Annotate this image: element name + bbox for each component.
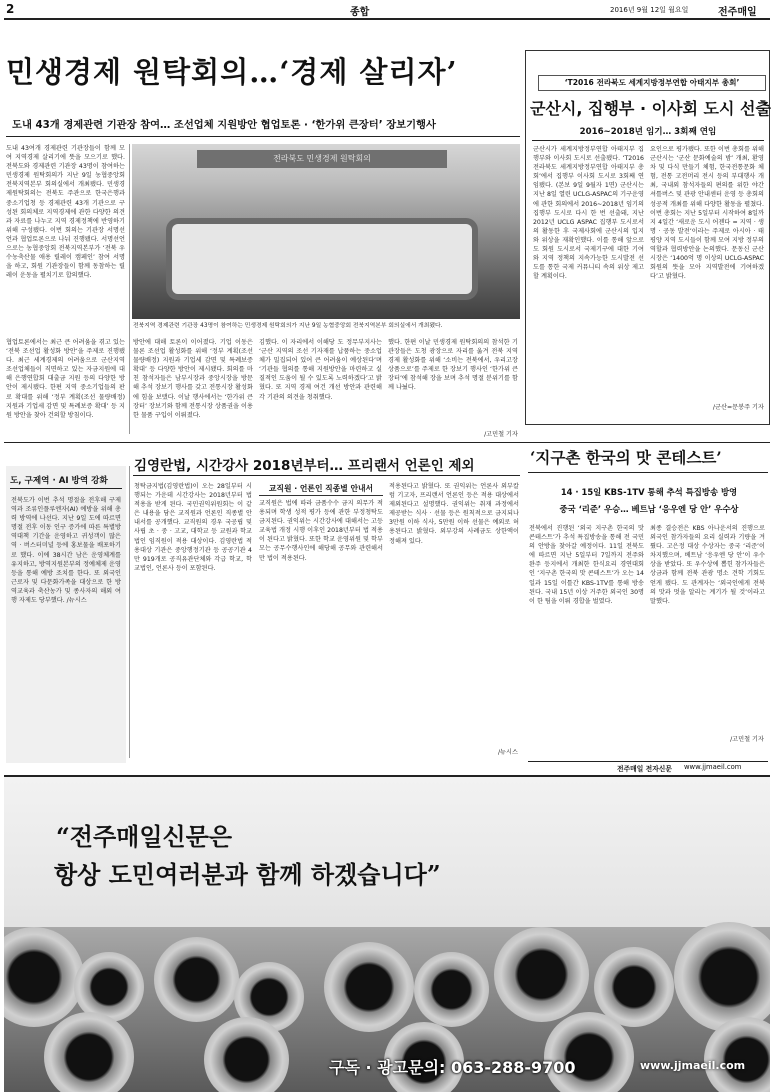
right-bottom-subheadline-1: 14 · 15일 KBS-1TV 통해 추석 특집방송 방영 [560, 487, 738, 497]
middle-bottom-col-2: 교직원은 법에 따라 금품수수 금지 의무가 적용되며 학생 성적 평가 등에 관한 부정청탁도 금지된다. 권익위는 시간강사에 대해서는 고등교육법 개정 시행 이후인 2018년부터 법 적용이 된다고 밝혔다. 또한 학교 운영위원 및 학부모는 공무수행사인에 해당해 공무와 관련해서만 법이 적용된다. [259, 500, 383, 562]
meeting-table [172, 224, 472, 294]
sunflower-icon [204, 1017, 289, 1092]
issue-date: 2016년 9월 12일 월요일 [610, 6, 689, 14]
sunflower-icon [324, 942, 414, 1032]
right-bottom-col-2: 최종 결승전은 KBS 아나운서의 진행으로 외국인 참가자들의 요리 실력과 기량을 겨뤘다. 고은정 대상 수상자는 중국 ‘리준’이 차지했으며, 베트남 ‘응우엔 당 안’이 우수상을 받았다. 또 우수상에 뽑힌 참가자들은 상금과 함께 전북 관광 명소 견학 기회도 얻게 됐다. 도 관계자는 ‘외국인에게 전북의 맛과 멋을 알리는 계기가 될 것’이라고 말했다. [650, 525, 765, 605]
ad-phone[interactable]: 063-288-9700 [450, 1058, 576, 1077]
main-byline: /고민철 기자 [484, 431, 518, 438]
sunflower-icon [544, 1012, 634, 1092]
column-divider [129, 144, 130, 434]
middle-bottom-rule [133, 475, 520, 476]
ad-contact-label: 구독 · 광고문의 [329, 1058, 439, 1077]
right-bottom-rule [528, 472, 768, 473]
left-bottom-headline: 도, 구제역 · AI 방역 강화 [10, 476, 108, 486]
advertisement-banner [4, 775, 770, 1092]
right-top-rule [532, 140, 764, 141]
right-top-col-1: 군산시가 세계지방정부연합 아태지부 집행부와 이사회 도시로 선출됐다. ‘T2016 전라북도 세계지방정부연합 아태지부 총회’에서 집행부 이사회 도시로 3회째 연임됐다. (본보 9일 9월자 1면) 군산시는 지난 8일 열린 UCLG-ASPAC의 기구운영에 관한 회의에서 2016~2018년 임기의 집행부 도시로 다시 한 번 선출돼, 지난 2012년 UCLG ASPAC 집행부 도시로서의 활동한 후 국제사회에 군산시의 입지와 위상을 재확인했다. 이를 통해 앞으로도 회원 도시로서 국제기구에 대한 기여와 지역 정책의 지속가능한 도시발전 선도를 통한 국제 커뮤니티 속의 위상 제고할 계획이다. [533, 146, 644, 281]
web-footer-rule [528, 761, 768, 762]
web-footer-url[interactable]: www.jjmaeil.com [684, 763, 742, 771]
middle-bottom-col-3: 적용된다고 밝혔다. 또 권익위는 언론사 외부칼럼 기고자, 프리랜서 언론인 등은 적용 대상에서 제외된다고 설명했다. 권익위는 취재 과정에서 제공받는 식사 · 선물 등은 원칙적으로 금지되나 3만원 이하 식사, 5만원 이하 선물은 예외로 허용된다고 밝혔다. 외부강의 사례금도 상한액이 정해져 있다. [389, 483, 519, 545]
right-bottom-subheadline-2: 중국 ‘리준’ 우승… 베트남 ‘응우엔 당 안’ 우수상 [559, 504, 739, 514]
meeting-photo [132, 144, 520, 319]
right-top-byline: /군산=문봉주 기자 [712, 404, 764, 411]
section-label: 종합 [350, 7, 370, 18]
main-sub-rule [6, 136, 520, 137]
ad-quote-line-2: 항상 도민여러분과 함께 하겠습니다” [54, 860, 441, 889]
right-top-headline: 군산시, 집행부 · 이사회 도시 선출 [530, 99, 771, 118]
main-col-4: 김했다. 이 자리에서 이해당 도 정무부지사는 ‘군산 지역의 조선 기자재를 납품하는 중소업체가 밀집되어 있어 큰 어려움이 예상된다’며 ‘기관들 협의를 통해 지원방안을 마련하고 실질적인 도움이 될 수 있도록 노력하겠다’고 밝혔다. 또 지역 경제 여건 개선 방안과 관련해 각 기관의 의견을 청취했다. [259, 339, 382, 401]
middle-bottom-col-1: 청탁금지법(김영란법)이 오는 28일부터 시행되는 가운데 시간강사는 2018년부터 법 적용을 받게 된다. 국민권익위원회는 이 같은 내용을 담은 교직원과 언론인 직종별 안내서를 공개했다. 교직원의 경우 국공립 및 사립 초 · 중 · 고교, 대학교 등 교원과 학교법인 임직원이 적용 대상이다. 김영란법 적용대상 기관은 중앙행정기관 등 공공기관 4만 919개로 공직유관단체와 각급 학교, 학교법인, 언론사 등이 포함된다. [134, 483, 252, 572]
sunflower-icon [494, 927, 589, 1022]
middle-bottom-subheader: 교직원 · 언론인 직종별 안내서 [259, 482, 383, 496]
header-rule [4, 18, 770, 20]
web-footer-label: 전주매일 전자신문 [617, 765, 672, 773]
right-bottom-headline: ‘지구촌 한국의 맛 콘테스트’ [530, 448, 722, 467]
right-bottom-col-1: 전북에서 진행된 ‘외국 지구촌 한국의 맛 콘테스트’가 추석 특집방송을 통해 전 국민의 안방을 찾아갈 예정이다. 11일 전북도에 따르면 지난 5일부터 7일까지 전주와 완주 등지에서 개최한 한식요리 경연대회인 ‘지구촌 한국의 맛 콘테스트’가 오는 14일과 15일 이틀간 KBS-1TV를 통해 방송된다. 국내 15년 이상 거주한 외국인 30명이 한 팀을 이뤄 경합을 벌였다. [529, 525, 644, 605]
right-top-kicker: ‘T2016 전라북도 세계지방정부연합 아태지부 총회’ [538, 75, 766, 91]
middle-bottom-headline: 김영란법, 시간강사 2018년부터… 프리랜서 언론인 제외 [134, 458, 475, 474]
main-subheadline: 도내 43개 경제관련 기관장 참여… 조선업체 지원방안 협업토론 · ‘한가위 큰장터’ 장보기행사 [12, 119, 436, 131]
ad-url[interactable]: www.jjmaeil.com [640, 1059, 746, 1072]
main-col-2: 협업토론에서는 최근 큰 어려움을 겪고 있는 ‘전북 조선업 활성화 방안’을 주제로 진행됐다. 최근 세계경제의 어려움으로 군산지역 조선업체들이 직면하고 있는 자금지원에 대해 은행연합회 대출금 지원 등의 다양한 방안이 제시됐다. 한편 지역 중소기업들의 판로 확대를 위해 ‘정부 계획(조선 물량배정) 지원과 기업세 감면 및 특례보증 확대’ 등 지원 방안을 찾아 건의할 방침이다. [6, 339, 125, 419]
ad-contact-colon: : [438, 1058, 446, 1077]
left-bottom-rule [10, 488, 122, 489]
right-bottom-byline: /고민철 기자 [730, 736, 764, 743]
sunflower-icon [44, 1012, 134, 1092]
sunflower-icon [414, 952, 489, 1027]
ad-quote-line-1: “전주매일신문은 [56, 822, 233, 851]
right-top-subheadline: 2016~2018년 임기… 3회째 연임 [579, 127, 717, 137]
paper-name: 전주매일 [718, 7, 757, 18]
main-col-3: 방안에 대해 토론이 이어졌다. 기업 이동은 물론 조선업 활성화를 위해 ‘정부 계획(조선 물량배정) 지원과 기업세 감면 및 특례보증 확대’ 등 다양한 방안이 제시됐다. 회의를 마친 참석자들은 남부시장과 중앙시장을 방문해 추석 장보기 행사를 갖고 전통시장 활성화에 힘을 보탰다. 이날 행사에서는 ‘한가위 큰장터’ 장보기와 함께 전통시장 상품권을 이용한 물품 구입이 이뤄졌다. [133, 339, 253, 419]
page-number: 2 [6, 2, 15, 16]
main-col-1: 도내 43여개 경제관련 기관장들이 함께 모여 지역경제 살리기에 뜻을 모으기로 했다. 전북도와 경제관련 기관장 43명이 참여하는 민생경제 원탁회의가 지난 9일 농협중앙회 전북지역본부 회의실에서 개최됐다. 민생경제원탁회의는 전북도 주관으로 한국은행과 중소기업청 등 경제관련 43개 기관으로 구성된 회의체로 지역경제에 관한 다양한 의견과 자료를 나누고 지역 경제정책에 반영하기 위해 구성됐다. 이번 회의는 기관장 서명선언과 협업토론으로 나눠 진행됐다. 서명선언으로는 농협중앙회 전북지역본부가 ‘전북 우수농축산물 애용 릴레이 캠페인’ 참여 서명을 하고, 회원 기관장들이 함께 동참하는 릴레이 운동을 펼치기로 합의했다. [6, 145, 125, 280]
sunflower-icon [154, 937, 239, 1022]
column-divider [129, 466, 130, 758]
main-headline: 민생경제 원탁회의…‘경제 살리자’ [6, 55, 458, 89]
mid-page-rule [4, 442, 770, 443]
middle-bottom-byline: /뉴시스 [497, 749, 518, 756]
ad-contact [329, 1055, 576, 1078]
right-top-col-2: 요인으로 평가됐다. 또한 이번 총회를 위해 군산시는 ‘군산 문화예술의 밤’ 개최, 환영 차 및 다식 만들기 체험, 한국전통문화 체험, 전통 고전머리 전시 등의 부대행사 개최, 국내외 참석자들의 편의를 위한 야간 셔틀버스 및 관광 안내센터 운영 등 총회의 성공적 개최를 위해 다양한 활동을 펼쳤다. 이번 총회는 지난 5일부터 시작하여 8일까지 4일간 ‘새로운 도시 어젠다 = 지역 · 생명 · 공동 발전’이라는 주제로 아시아 · 태평양 지역 도시들이 함께 모여 지방 정부의 역할과 협력방안을 논의했다. 문동신 군산시장은 ‘1400억 명 이상의 UCLG-ASPAC 회원의 뜻을 모아 지역발전에 기여하겠다’고 밝혔다. [650, 146, 764, 281]
photo-caption: 전북지역 경제관련 기관장 43명이 참여하는 민생경제 원탁회의가 지난 9일 농협중앙회 전북지역본부 회의실에서 개최됐다. [133, 323, 443, 329]
main-col-5: 했다. 한편 이날 민생경제 원탁회의의 참석한 기관장들은 도청 광장으로 자리를 옮겨 전북 지역경제 활성화를 위해 ‘소비는 전북에서, 우리고장 상품으로’를 주제로 한 장보기 행사인 ‘한가위 큰장터’에 참석해 장을 보며 추석 명절 분위기를 함께 나눴다. [388, 339, 518, 392]
photo-banner: 전라북도 민생경제 원탁회의 [197, 150, 447, 168]
left-bottom-body: 전북도가 이번 추석 명절을 전후해 구제역과 조류인플루엔자(AI) 예방을 위해 총력 방역에 나선다. 지난 9일 도에 따르면 명절 전후 이동 인구 증가에 따른 특별방역대책 기간을 운영하고 귀성객이 많은 역 · 버스터미널 등에 홍보물을 배포하기로 했다. 이에 38시간 남은 운영체계를 유지하고, 방역지원본부의 정예체제 운영 등을 통해 예방 조치를 한다. 또 외국인 근로자 및 다문화가족을 대상으로 한 방역교육과 축산농가 및 종사자의 해외 여행 자제도 당부했다. /뉴시스 [11, 497, 121, 605]
